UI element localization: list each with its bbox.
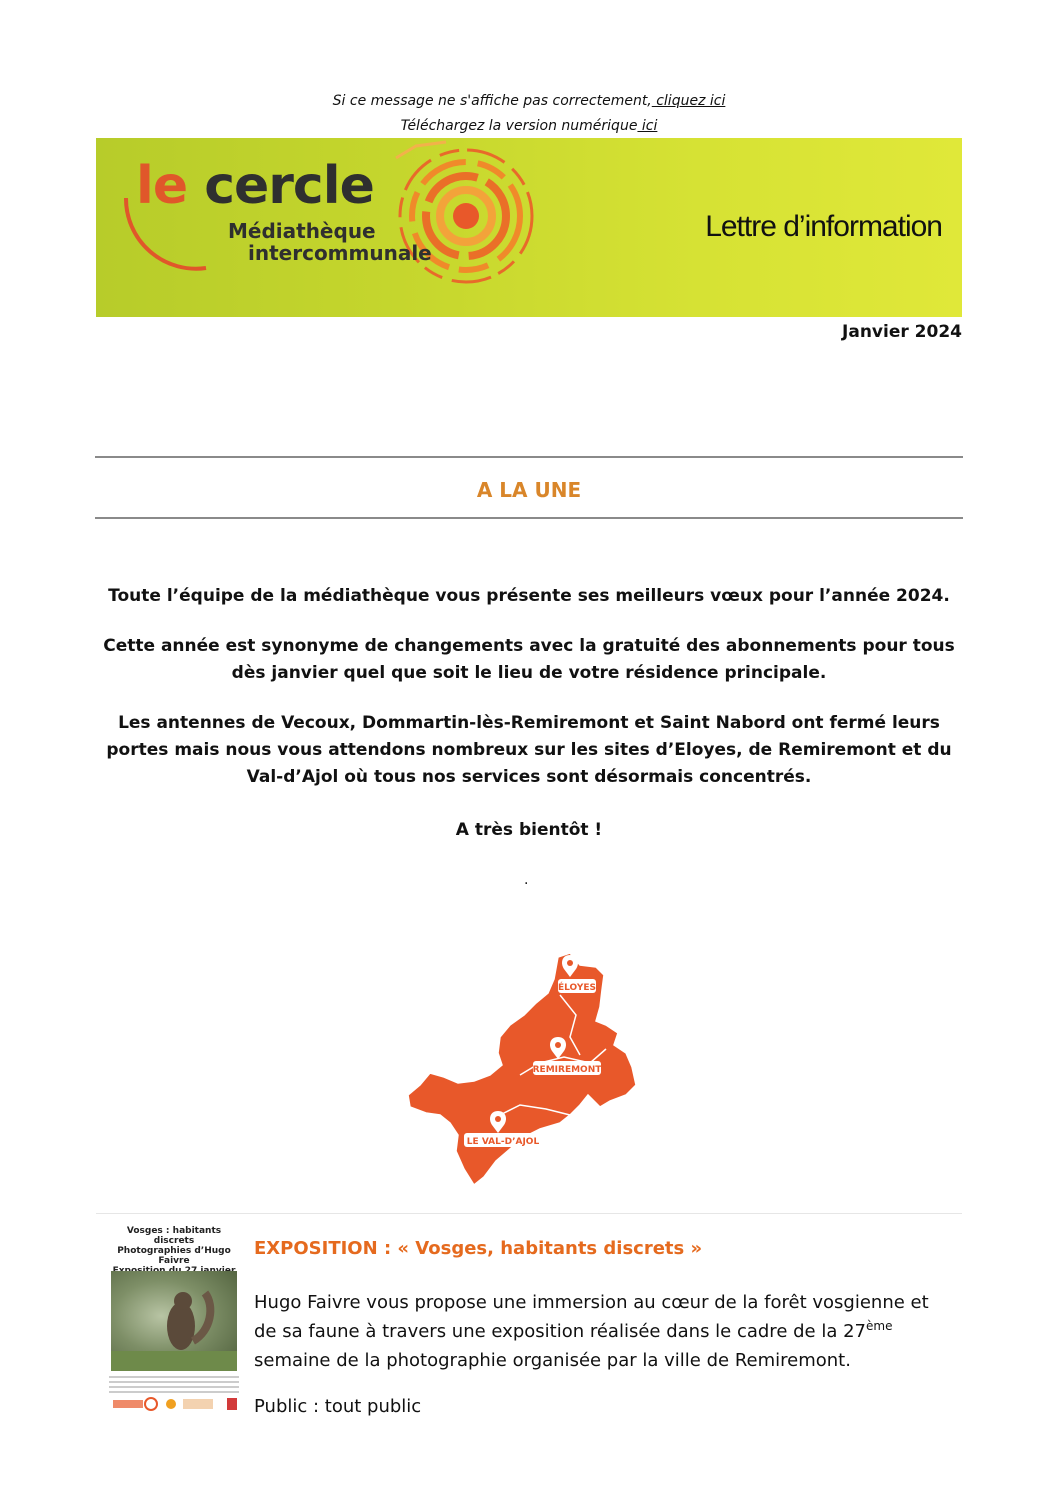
territory-map: [400, 945, 650, 1190]
map-label-remiremont: REMIREMONT: [532, 1065, 602, 1075]
paragraph-free-subscription: Cette année est synonyme de changements avec la gratuité des abonnements pour tous dès janvier quel que soit le lieu de votre résidence principale.: [103, 636, 955, 683]
section-heading: A LA UNE: [476, 478, 582, 502]
exhibition-poster[interactable]: [109, 1226, 239, 1414]
map-shape: [408, 953, 636, 1185]
issue-date: Janvier 2024: [842, 322, 962, 342]
event-title[interactable]: EXPOSITION : « Vosges, habitants discrets »: [254, 1238, 703, 1259]
newsletter-title: Lettre d’information: [705, 210, 942, 243]
map-label-val-dajol: LE VAL-D’AJOL: [466, 1137, 540, 1147]
poster-photo-squirrel: [111, 1271, 237, 1371]
poster-title-line1: Vosges : habitants discrets: [126, 1226, 222, 1246]
event-separator: [96, 1213, 962, 1214]
display-issue-text: Si ce message ne s'affiche pas correctement,: [332, 93, 652, 109]
event-description-ordinal: ème: [866, 1319, 893, 1333]
click-here-link[interactable]: cliquez ici: [651, 93, 726, 109]
divider-top: [95, 456, 963, 458]
paragraph-sites: Les antennes de Vecoux, Dommartin-lès-Remiremont et Saint Nabord ont fermé leurs portes mais nous vous attendons nombreux sur les sites d’Eloyes, de Remiremont et du Val-d’Ajol où tous nos services sont désormais concentrés.: [106, 713, 952, 787]
logo-wordmark: [136, 156, 374, 216]
logo-subtitle-1: Médiathèque: [228, 219, 376, 243]
logo-le: le: [136, 156, 188, 216]
dot: .: [524, 872, 529, 888]
divider-bottom: [95, 517, 963, 519]
download-note: [0, 117, 1058, 135]
poster-title-line2: Photographies d’Hugo Faivre: [117, 1246, 231, 1266]
logo-subtitle-2: intercommunale: [248, 241, 432, 265]
header-banner: [96, 138, 962, 317]
event-description-text-end: semaine de la photographie organisée par la ville de Remiremont.: [254, 1350, 851, 1371]
poster-partner-logos: [109, 1396, 239, 1412]
event-description: [254, 1288, 954, 1375]
event-audience: Public : tout public: [254, 1396, 422, 1417]
paragraph-goodbye: A très bientôt !: [455, 820, 603, 840]
download-text: Téléchargez la version numérique: [400, 118, 638, 134]
display-issue-note: [0, 92, 1058, 110]
logo-cercle: cercle: [187, 156, 374, 216]
poster-credits: [109, 1376, 239, 1394]
download-here-link[interactable]: ici: [637, 118, 658, 134]
event-description-text: Hugo Faivre vous propose une immersion au cœur de la forêt vosgienne et de sa faune à travers une exposition réalisée dans le cadre de la 27: [254, 1292, 929, 1342]
map-label-eloyes: ÉLOYES: [557, 983, 597, 993]
squirrel-silhouette: [111, 1271, 237, 1371]
paragraph-wishes: Toute l’équipe de la médiathèque vous présente ses meilleurs vœux pour l’année 2024.: [108, 586, 950, 606]
